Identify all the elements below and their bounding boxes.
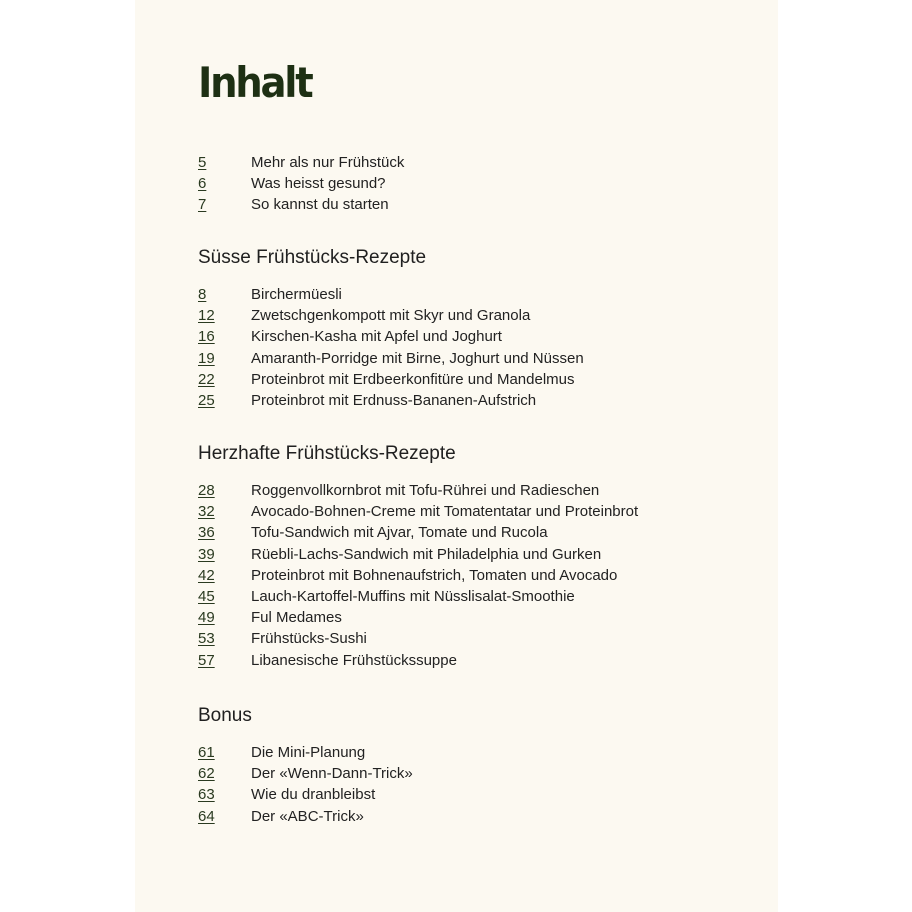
toc-entry [198, 390, 584, 411]
page-number-link[interactable]: 39 [198, 545, 215, 563]
entry-title: Proteinbrot mit Erdnuss-Bananen-Aufstrich [251, 391, 537, 409]
entry-title: Lauch-Kartoffel-Muffins mit Nüsslisalat-Smoothie [251, 587, 575, 605]
toc-entry [198, 565, 638, 586]
page-number-link[interactable]: 61 [198, 744, 215, 761]
page-number-link[interactable]: 12 [198, 307, 215, 325]
entry-title: So kannst du starten [251, 196, 389, 214]
toc-entry-list [198, 284, 584, 411]
toc-entry [198, 784, 413, 805]
page-number-link[interactable]: 28 [198, 482, 215, 499]
page-number-link[interactable]: 42 [198, 566, 215, 584]
page-number-link[interactable]: 22 [198, 370, 215, 388]
entry-title: Roggenvollkornbrot mit Tofu-Rührei und Radieschen [251, 482, 600, 499]
entry-title: Die Mini-Planung [251, 744, 366, 761]
toc-entry [198, 742, 413, 763]
entry-title: Proteinbrot mit Bohnenaufstrich, Tomaten und Avocado [251, 566, 618, 584]
toc-entry [198, 607, 638, 628]
section-heading: Bonus [198, 705, 252, 726]
entry-title: Amaranth-Porridge mit Birne, Joghurt und Nüssen [251, 349, 584, 367]
toc-entry [198, 501, 638, 522]
toc-entry [198, 173, 404, 194]
entry-title: Libanesische Frühstückssuppe [251, 651, 457, 669]
toc-section-bonus [198, 704, 413, 827]
entry-title: Avocado-Bohnen-Creme mit Tomatentatar und Proteinbrot [251, 503, 639, 521]
entry-title: Rüebli-Lachs-Sandwich mit Philadelphia und Gurken [251, 545, 602, 563]
toc-entry [198, 806, 413, 827]
toc-section-sweet [198, 246, 584, 411]
toc-section-intro [198, 152, 404, 216]
toc-entry [198, 284, 584, 305]
page-number-link[interactable]: 8 [198, 286, 207, 303]
page-number-link[interactable]: 19 [198, 349, 215, 367]
page-number-link[interactable]: 32 [198, 503, 215, 521]
page-number-link[interactable]: 36 [198, 524, 215, 542]
toc-entry [198, 326, 584, 347]
page-number-link[interactable]: 6 [198, 175, 207, 193]
entry-title: Wie du dranbleibst [251, 786, 376, 804]
entry-title: Der «ABC-Trick» [251, 807, 364, 825]
toc-entry [198, 522, 638, 543]
entry-title: Tofu-Sandwich mit Ajvar, Tomate und Rucola [251, 524, 548, 542]
toc-entry [198, 763, 413, 784]
toc-entry [198, 369, 584, 390]
page-number-link[interactable]: 7 [198, 196, 207, 214]
page-number-link[interactable]: 57 [198, 651, 215, 669]
page-number-link[interactable]: 62 [198, 765, 215, 783]
entry-title: Ful Medames [251, 609, 342, 627]
toc-entry [198, 544, 638, 565]
toc-section-savory [198, 442, 638, 671]
toc-entry-list [198, 742, 413, 827]
toc-entry-list [198, 480, 638, 671]
entry-title: Frühstücks-Sushi [251, 630, 367, 648]
page-number-link[interactable]: 45 [198, 587, 215, 605]
entry-title: Kirschen-Kasha mit Apfel und Joghurt [251, 328, 502, 346]
page-number-link[interactable]: 16 [198, 328, 215, 346]
toc-entry [198, 650, 638, 671]
section-heading: Süsse Frühstücks-Rezepte [198, 247, 427, 268]
page-number-link[interactable]: 63 [198, 786, 215, 804]
document-page [135, 0, 778, 912]
page-number-link[interactable]: 25 [198, 391, 215, 409]
page-number-link[interactable]: 53 [198, 630, 215, 648]
toc-entry [198, 586, 638, 607]
toc-entry-list [198, 152, 404, 216]
toc-entry [198, 628, 638, 649]
entry-title: Der «Wenn-Dann-Trick» [251, 765, 413, 783]
page-title: Inhalt [198, 58, 312, 107]
page-number-link[interactable]: 64 [198, 807, 215, 825]
entry-title: Zwetschgenkompott mit Skyr und Granola [251, 307, 531, 325]
section-heading: Herzhafte Frühstücks-Rezepte [198, 443, 456, 464]
page-number-link[interactable]: 49 [198, 609, 215, 627]
entry-title: Mehr als nur Frühstück [251, 154, 405, 171]
toc-entry [198, 348, 584, 369]
toc-entry [198, 480, 638, 501]
entry-title: Proteinbrot mit Erdbeerkonfitüre und Mandelmus [251, 370, 575, 388]
entry-title: Birchermüesli [251, 286, 342, 303]
toc-entry [198, 305, 584, 326]
page-number-link[interactable]: 5 [198, 154, 207, 171]
toc-entry [198, 194, 404, 215]
entry-title: Was heisst gesund? [251, 175, 386, 193]
toc-entry [198, 152, 404, 173]
